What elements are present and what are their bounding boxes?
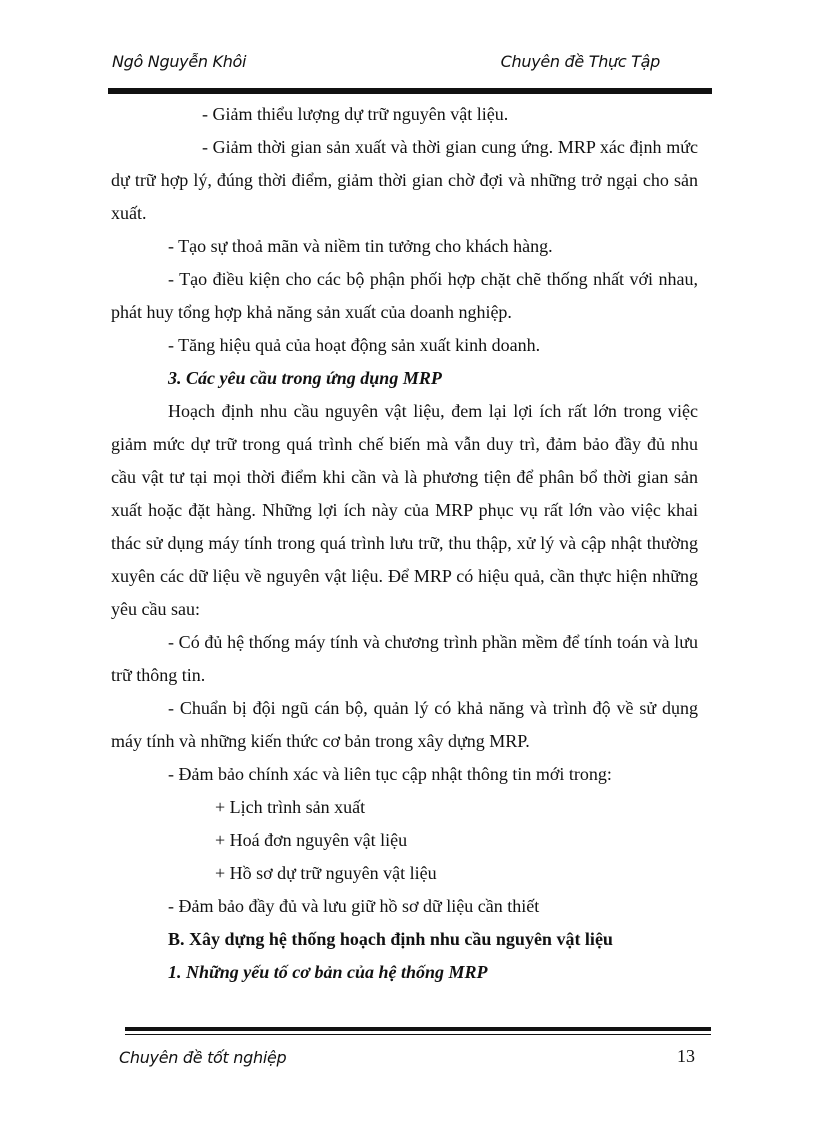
bullet-reduce-time: - Giảm thời gian sản xuất và thời gian cung ứng. MRP xác định mức dự trữ hợp lý, đúng thời điểm, giảm thời gian chờ đợi và những trở ngại cho sản xuất. bbox=[111, 137, 698, 223]
paragraph-mrp-benefits: Hoạch định nhu cầu nguyên vật liệu, đem lại lợi ích rất lớn trong việc giảm mức dự trữ trong quá trình chế biến mà vẫn duy trì, đảm bảo đầy đủ nhu cầu vật tư tại mọi thời điểm khi cần và là phương tiện để phân bổ thời gian sản xuất hoặc đặt hàng. Những lợi ích này của MRP phục vụ rất lớn vào việc khai thác sử dụng máy tính trong quá trình lưu trữ, thu thập, xử lý và cập nhật thường xuyên các dữ liệu về nguyên vật liệu. Để MRP có hiệu quả, cần thực hiện những yêu cầu sau: bbox=[111, 401, 698, 619]
bullet-accuracy: - Đảm bảo chính xác và liên tục cập nhật thông tin mới trong: bbox=[168, 764, 612, 784]
footer-rule-thin bbox=[125, 1034, 711, 1035]
section-heading-b: B. Xây dựng hệ thống hoạch định nhu cầu nguyên vật liệu bbox=[168, 929, 613, 949]
header-title: Chuyên đề Thực Tập bbox=[500, 52, 660, 71]
bullet-staff: - Chuẩn bị đội ngũ cán bộ, quản lý có khả năng và trình độ về sử dụng máy tính và những kiến thức cơ bản trong xây dựng MRP. bbox=[111, 698, 698, 751]
header-rule bbox=[108, 88, 712, 94]
bullet-customer-satisfaction: - Tạo sự thoả mãn và niềm tin tưởng cho khách hàng. bbox=[168, 236, 553, 256]
sub-item-bill-of-materials: + Hoá đơn nguyên vật liệu bbox=[215, 830, 408, 850]
sub-item-inventory-records: + Hồ sơ dự trữ nguyên vật liệu bbox=[215, 863, 437, 883]
bullet-reduce-inventory: - Giảm thiểu lượng dự trữ nguyên vật liệu. bbox=[202, 104, 509, 124]
header-author: Ngô Nguyễn Khôi bbox=[112, 52, 247, 71]
running-header bbox=[108, 52, 712, 80]
footer-label: Chuyên đề tốt nghiệp bbox=[119, 1048, 287, 1067]
running-footer bbox=[108, 1046, 712, 1076]
bullet-computer-system: - Có đủ hệ thống máy tính và chương trình phần mềm để tính toán và lưu trữ thông tin. bbox=[111, 632, 698, 685]
section-heading-3: 3. Các yêu cầu trong ứng dụng MRP bbox=[168, 368, 442, 388]
bullet-coordination: - Tạo điều kiện cho các bộ phận phối hợp chặt chẽ thống nhất với nhau, phát huy tổng hợp khả năng sản xuất của doanh nghiệp. bbox=[111, 269, 698, 322]
page-body bbox=[111, 98, 698, 989]
bullet-records: - Đảm bảo đầy đủ và lưu giữ hồ sơ dữ liệu cần thiết bbox=[168, 896, 540, 916]
footer-rule-thick bbox=[125, 1027, 711, 1031]
sub-item-schedule: + Lịch trình sản xuất bbox=[215, 797, 366, 817]
bullet-efficiency: - Tăng hiệu quả của hoạt động sản xuất kinh doanh. bbox=[168, 335, 541, 355]
page-number: 13 bbox=[677, 1046, 695, 1066]
section-heading-1: 1. Những yếu tố cơ bản của hệ thống MRP bbox=[168, 962, 488, 982]
